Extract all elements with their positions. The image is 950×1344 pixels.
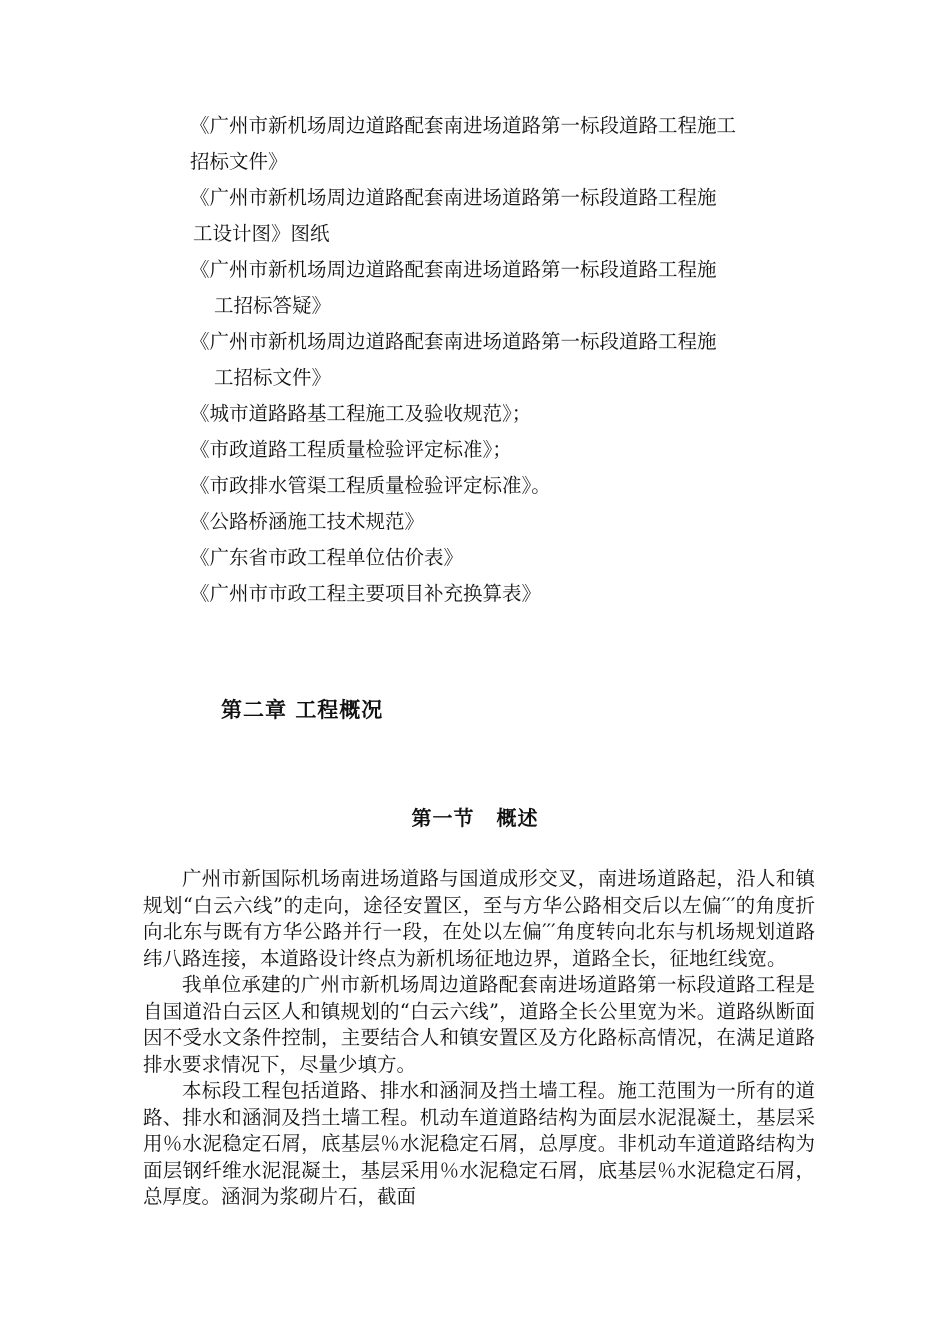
reference-item (190, 504, 820, 540)
reference-item (190, 108, 820, 180)
chapter-number: 第二章 (221, 698, 287, 722)
reference-line: 《市政排水管渠工程质量检验评定标准》。 (190, 474, 551, 497)
reference-item (190, 576, 820, 612)
reference-line: 《广州市新机场周边道路配套南进场道路第一标段道路工程施 (190, 258, 717, 281)
paragraph: 广州市新国际机场南进场道路与国道成形交叉，南进场道路起，沿人和镇规划“白云六线”的走向，途径安置区，至与方华公路相交后以左偏′′′的角度折向北东与既有方华公路并行一段，在处以左偏′′′角度转向北东与机场规划道路纬八路连接，本道路设计终点为新机场征地边界，道路全长，征地红线宽。 (143, 867, 815, 970)
section-title: 概述 (496, 806, 539, 830)
reference-line-continued: 工设计图》图纸 (193, 222, 330, 245)
reference-line: 《广州市新机场周边道路配套南进场道路第一标段道路工程施 (190, 330, 717, 353)
body-text (143, 866, 815, 1211)
reference-item (190, 252, 820, 324)
reference-item (190, 324, 820, 396)
paragraph: 本标段工程包括道路、排水和涵洞及挡土墙工程。施工范围为一所有的道路、排水和涵洞及挡土墙工程。机动车道道路结构为面层水泥混凝土，基层采用％水泥稳定石屑，底基层％水泥稳定石屑，总厚度。非机动车道道路结构为面层钢纤维水泥混凝土，基层采用％水泥稳定石屑，底基层％水泥稳定石屑，总厚度。涵洞为浆砌片石，截面 (143, 1079, 815, 1208)
reference-line: 《广东省市政工程单位估价表》 (190, 546, 464, 569)
reference-line: 《广州市新机场周边道路配套南进场道路第一标段道路工程施工 (190, 114, 737, 137)
reference-line: 《广州市市政工程主要项目补充换算表》 (190, 582, 542, 605)
reference-item (190, 396, 820, 432)
reference-item (190, 180, 820, 252)
reference-item (190, 540, 820, 576)
chapter-title: 工程概况 (295, 698, 384, 722)
reference-line-continued: 工招标文件》 (214, 366, 332, 389)
reference-line: 《城市道路路基工程施工及验收规范》； (190, 402, 532, 425)
reference-line: 《广州市新机场周边道路配套南进场道路第一标段道路工程施 (190, 186, 717, 209)
reference-item (190, 468, 820, 504)
paragraph: 我单位承建的广州市新机场周边道路配套南进场道路第一标段道路工程是自国道沿白云区人和镇规划的“白云六线”，道路全长公里宽为米。道路纵断面因不受水文条件控制，主要结合人和镇安置区及方化路标高情况，在满足道路排水要求情况下，尽量少填方。 (143, 973, 815, 1076)
reference-line-continued: 工招标答疑》 (214, 294, 332, 317)
reference-item (190, 432, 820, 468)
reference-line: 《公路桥涵施工技术规范》 (190, 510, 425, 533)
chapter-heading (221, 694, 383, 724)
section-heading (0, 802, 950, 831)
reference-line: 《市政道路工程质量检验评定标准》； (190, 438, 512, 461)
section-number: 第一节 (411, 806, 475, 830)
reference-list (190, 108, 820, 612)
reference-line-continued: 招标文件》 (190, 150, 288, 173)
